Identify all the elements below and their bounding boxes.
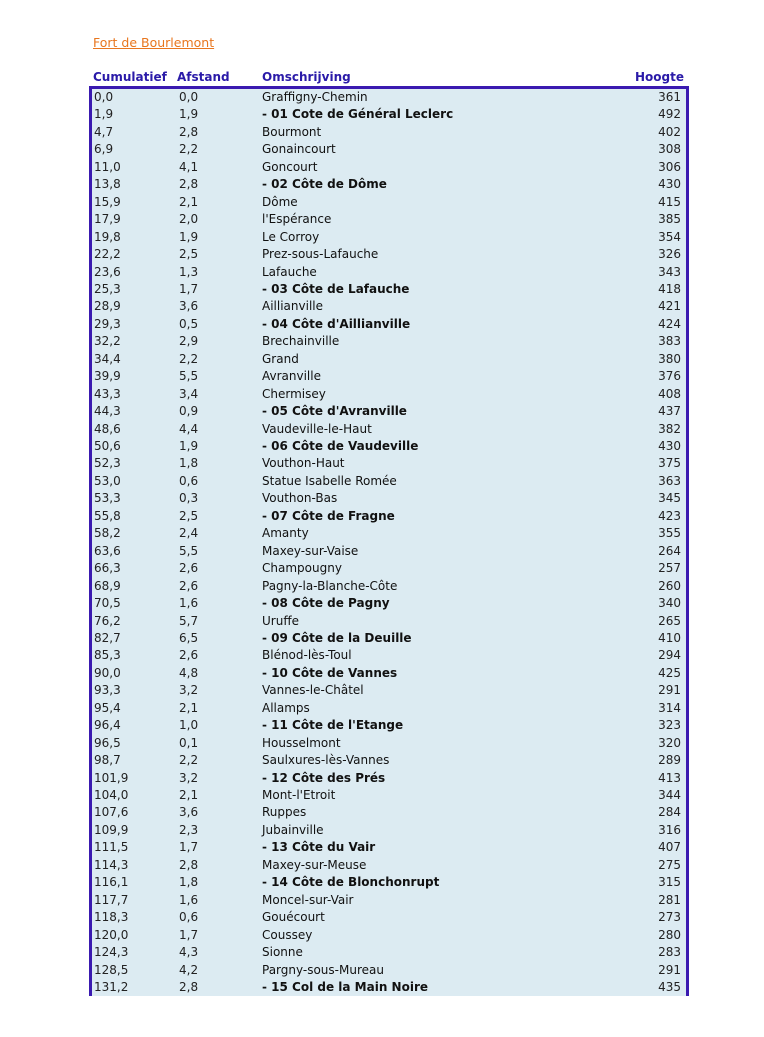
segment-distance: 0,1 [179, 735, 199, 750]
elevation: 435 [658, 979, 681, 994]
segment-distance: 1,6 [179, 596, 199, 611]
table-row [92, 700, 686, 718]
segment-distance: 2,2 [179, 351, 199, 366]
description: Aillianville [262, 299, 323, 314]
description: Pargny-sous-Mureau [262, 962, 384, 977]
segment-distance: 1,8 [179, 875, 199, 890]
description: - 11 Côte de l'Etange [262, 718, 404, 733]
cumulative-distance: 23,6 [94, 264, 121, 279]
cumulative-distance: 117,7 [94, 892, 129, 907]
segment-distance: 1,3 [179, 264, 199, 279]
segment-distance: 1,7 [179, 840, 199, 855]
description: l'Espérance [262, 212, 332, 227]
description: Blénod-lès-Toul [262, 648, 352, 663]
table-row [92, 333, 686, 351]
cumulative-distance: 96,4 [94, 718, 121, 733]
segment-distance: 4,1 [179, 159, 199, 174]
table-row [92, 630, 686, 648]
description: Uruffe [262, 613, 299, 628]
description: Ruppes [262, 805, 307, 820]
elevation: 345 [658, 491, 681, 506]
cumulative-distance: 29,3 [94, 316, 121, 331]
segment-distance: 2,6 [179, 648, 199, 663]
table-row [92, 298, 686, 316]
elevation: 355 [658, 526, 681, 541]
table-row [92, 316, 686, 334]
segment-distance: 1,8 [179, 456, 199, 471]
segment-distance: 2,8 [179, 979, 199, 994]
table-row [92, 909, 686, 927]
table-row [92, 560, 686, 578]
table-row [92, 665, 686, 683]
segment-distance: 3,6 [179, 299, 199, 314]
table-row [92, 543, 686, 561]
fort-de-bourlemont-link[interactable]: Fort de Bourlemont [93, 35, 215, 50]
table-row [92, 89, 686, 107]
table-row [92, 578, 686, 596]
elevation: 376 [658, 369, 681, 384]
segment-distance: 3,4 [179, 386, 199, 401]
cumulative-distance: 0,0 [94, 90, 114, 104]
elevation: 382 [658, 421, 681, 436]
segment-distance: 6,5 [179, 630, 199, 645]
cumulative-distance: 52,3 [94, 456, 121, 471]
header-afstand: Afstand [177, 70, 230, 84]
description: - 07 Côte de Fragne [262, 508, 395, 523]
elevation: 294 [658, 648, 681, 663]
table-row [92, 473, 686, 491]
segment-distance: 0,3 [179, 491, 199, 506]
elevation: 421 [658, 299, 681, 314]
segment-distance: 1,9 [179, 229, 199, 244]
cumulative-distance: 131,2 [94, 979, 129, 994]
description: - 05 Côte d'Avranville [262, 404, 407, 419]
segment-distance: 2,8 [179, 124, 199, 139]
segment-distance: 1,9 [179, 107, 199, 122]
cumulative-distance: 39,9 [94, 369, 121, 384]
cumulative-distance: 25,3 [94, 281, 121, 296]
segment-distance: 2,0 [179, 212, 199, 227]
description: Maxey-sur-Meuse [262, 857, 367, 872]
segment-distance: 4,4 [179, 421, 199, 436]
description: - 06 Côte de Vaudeville [262, 439, 419, 453]
table-row [92, 106, 686, 124]
elevation: 291 [658, 683, 681, 698]
table-row [92, 264, 686, 282]
description: Coussey [262, 927, 313, 942]
description: Gonaincourt [262, 142, 336, 157]
table-row [92, 455, 686, 473]
cumulative-distance: 34,4 [94, 351, 121, 366]
description: - 09 Côte de la Deuille [262, 630, 412, 645]
elevation: 323 [658, 718, 681, 733]
cumulative-distance: 68,9 [94, 578, 121, 593]
description: Statue Isabelle Romée [262, 473, 397, 488]
description: Amanty [262, 526, 309, 541]
elevation: 316 [658, 822, 681, 837]
elevation: 320 [658, 735, 681, 750]
cumulative-distance: 50,6 [94, 439, 121, 453]
cumulative-distance: 111,5 [94, 840, 129, 855]
elevation: 375 [658, 456, 681, 471]
elevation: 273 [658, 910, 681, 925]
cumulative-distance: 6,9 [94, 142, 114, 157]
description: - 03 Côte de Lafauche [262, 281, 410, 296]
table-row [92, 822, 686, 840]
description: Maxey-sur-Vaise [262, 543, 359, 558]
table-row [92, 839, 686, 857]
cumulative-distance: 90,0 [94, 665, 121, 680]
description: Dôme [262, 194, 298, 209]
cumulative-distance: 82,7 [94, 630, 121, 645]
cumulative-distance: 109,9 [94, 822, 129, 837]
cumulative-distance: 48,6 [94, 421, 121, 436]
table-row [92, 944, 686, 962]
segment-distance: 2,2 [179, 753, 199, 768]
table-row [92, 194, 686, 212]
elevation: 306 [658, 159, 681, 174]
elevation: 326 [658, 247, 681, 262]
elevation: 492 [658, 107, 681, 122]
table-row [92, 804, 686, 822]
description: - 04 Côte d'Aillianville [262, 316, 411, 331]
segment-distance: 4,8 [179, 665, 199, 680]
cumulative-distance: 128,5 [94, 962, 129, 977]
elevation: 343 [658, 264, 681, 279]
description: Jubainville [262, 822, 324, 837]
cumulative-distance: 98,7 [94, 753, 121, 768]
elevation: 407 [658, 840, 681, 855]
cumulative-distance: 96,5 [94, 735, 121, 750]
elevation: 315 [658, 875, 681, 890]
description: Goncourt [262, 159, 318, 174]
description: Gouécourt [262, 910, 325, 925]
description: Mont-l'Etroit [262, 788, 336, 802]
cumulative-distance: 1,9 [94, 107, 114, 122]
cumulative-distance: 85,3 [94, 648, 121, 663]
cumulative-distance: 11,0 [94, 159, 121, 174]
description: - 15 Col de la Main Noire [262, 979, 429, 994]
cumulative-distance: 53,0 [94, 473, 121, 488]
description: - 14 Côte de Blonchonrupt [262, 875, 440, 890]
cumulative-distance: 4,7 [94, 124, 114, 139]
elevation: 424 [658, 316, 681, 331]
table-row [92, 403, 686, 421]
description: - 13 Côte du Vair [262, 840, 376, 855]
table-row [92, 368, 686, 386]
table-row [92, 874, 686, 892]
segment-distance: 0,9 [179, 404, 199, 419]
elevation: 291 [658, 962, 681, 977]
elevation: 354 [658, 229, 681, 244]
table-row [92, 892, 686, 910]
cumulative-distance: 44,3 [94, 404, 121, 419]
elevation: 265 [658, 613, 681, 628]
segment-distance: 2,6 [179, 561, 199, 576]
table-row [92, 927, 686, 945]
segment-distance: 2,5 [179, 247, 199, 262]
cumulative-distance: 22,2 [94, 247, 121, 262]
elevation: 423 [658, 508, 681, 523]
segment-distance: 3,6 [179, 805, 199, 820]
elevation: 283 [658, 945, 681, 960]
table-row [92, 159, 686, 177]
description: Bourmont [262, 124, 322, 139]
elevation: 430 [658, 177, 681, 192]
elevation: 260 [658, 578, 681, 593]
elevation: 413 [658, 770, 681, 785]
table-row [92, 386, 686, 404]
description: Allamps [262, 700, 310, 715]
segment-distance: 2,1 [179, 788, 199, 802]
table-row [92, 438, 686, 456]
cumulative-distance: 70,5 [94, 596, 121, 611]
table-row [92, 281, 686, 299]
segment-distance: 2,9 [179, 334, 199, 349]
cumulative-distance: 19,8 [94, 229, 121, 244]
elevation: 289 [658, 753, 681, 768]
cumulative-distance: 76,2 [94, 613, 121, 628]
cumulative-distance: 66,3 [94, 561, 121, 576]
segment-distance: 2,4 [179, 526, 199, 541]
table-row [92, 351, 686, 369]
description: Saulxures-lès-Vannes [262, 753, 390, 768]
table-row [92, 246, 686, 264]
elevation: 344 [658, 788, 681, 802]
segment-distance: 0,5 [179, 316, 199, 331]
description: - 10 Côte de Vannes [262, 665, 398, 680]
table-row [92, 857, 686, 875]
segment-distance: 2,8 [179, 857, 199, 872]
elevation: 402 [658, 124, 681, 139]
cumulative-distance: 104,0 [94, 788, 129, 802]
cumulative-distance: 118,3 [94, 910, 129, 925]
elevation: 418 [658, 281, 681, 296]
elevation: 361 [658, 90, 681, 104]
table-row [92, 176, 686, 194]
segment-distance: 2,8 [179, 177, 199, 192]
elevation: 383 [658, 334, 681, 349]
segment-distance: 0,6 [179, 910, 199, 925]
segment-distance: 0,6 [179, 473, 199, 488]
elevation: 314 [658, 700, 681, 715]
table-row [92, 647, 686, 665]
cumulative-distance: 63,6 [94, 543, 121, 558]
cumulative-distance: 32,2 [94, 334, 121, 349]
elevation: 410 [658, 630, 681, 645]
segment-distance: 2,6 [179, 578, 199, 593]
elevation: 430 [658, 439, 681, 453]
segment-distance: 0,0 [179, 90, 199, 104]
elevation: 264 [658, 543, 681, 558]
description: Moncel-sur-Vair [262, 892, 354, 907]
description: - 08 Côte de Pagny [262, 596, 390, 611]
elevation: 284 [658, 805, 681, 820]
description: Grand [262, 351, 299, 366]
segment-distance: 5,5 [179, 543, 199, 558]
cumulative-distance: 93,3 [94, 683, 121, 698]
cumulative-distance: 53,3 [94, 491, 121, 506]
table-row [92, 229, 686, 247]
description: Vouthon-Haut [262, 456, 345, 471]
segment-distance: 1,7 [179, 927, 199, 942]
segment-distance: 1,7 [179, 281, 199, 296]
cumulative-distance: 17,9 [94, 212, 121, 227]
segment-distance: 4,3 [179, 945, 199, 960]
cumulative-distance: 114,3 [94, 857, 129, 872]
description: - 12 Côte des Prés [262, 770, 386, 785]
description: Prez-sous-Lafauche [262, 247, 379, 262]
description: Pagny-la-Blanche-Côte [262, 578, 398, 593]
header-cumulatief: Cumulatief [93, 70, 167, 84]
segment-distance: 1,9 [179, 439, 199, 453]
elevation: 363 [658, 473, 681, 488]
cumulative-distance: 116,1 [94, 875, 129, 890]
elevation: 437 [658, 404, 681, 419]
cumulative-distance: 95,4 [94, 700, 121, 715]
segment-distance: 4,2 [179, 962, 199, 977]
description: Graffigny-Chemin [262, 90, 368, 104]
description: Sionne [262, 945, 303, 960]
segment-distance: 5,5 [179, 369, 199, 384]
description: Le Corroy [262, 229, 320, 244]
header-hoogte: Hoogte [635, 70, 684, 84]
elevation: 415 [658, 194, 681, 209]
table-row [92, 787, 686, 805]
description: Housselmont [262, 735, 341, 750]
segment-distance: 1,6 [179, 892, 199, 907]
table-row [92, 490, 686, 508]
description: Vannes-le-Châtel [262, 683, 364, 698]
table-row [92, 613, 686, 631]
cumulative-distance: 107,6 [94, 805, 129, 820]
table-row [92, 979, 686, 997]
elevation: 380 [658, 351, 681, 366]
elevation: 281 [658, 892, 681, 907]
cumulative-distance: 55,8 [94, 508, 121, 523]
table-row [92, 141, 686, 159]
elevation: 385 [658, 212, 681, 227]
description: Avranville [262, 369, 321, 384]
table-row [92, 421, 686, 439]
description: Vaudeville-le-Haut [262, 421, 372, 436]
table-row [92, 770, 686, 788]
description: Brechainville [262, 334, 340, 349]
table-row [92, 211, 686, 229]
description: Champougny [262, 561, 342, 576]
elevation: 308 [658, 142, 681, 157]
elevation: 257 [658, 561, 681, 576]
segment-distance: 2,2 [179, 142, 199, 157]
segment-distance: 3,2 [179, 683, 199, 698]
cumulative-distance: 15,9 [94, 194, 121, 209]
table-row [92, 682, 686, 700]
cumulative-distance: 28,9 [94, 299, 121, 314]
elevation: 280 [658, 927, 681, 942]
segment-distance: 2,1 [179, 194, 199, 209]
elevation: 275 [658, 857, 681, 872]
segment-distance: 2,5 [179, 508, 199, 523]
cumulative-distance: 58,2 [94, 526, 121, 541]
table-row [92, 525, 686, 543]
segment-distance: 2,1 [179, 700, 199, 715]
header-omschrijving: Omschrijving [262, 70, 351, 84]
segment-distance: 2,3 [179, 822, 199, 837]
segment-distance: 1,0 [179, 718, 199, 733]
description: Chermisey [262, 386, 326, 401]
table-row [92, 124, 686, 142]
segment-distance: 5,7 [179, 613, 199, 628]
cumulative-distance: 101,9 [94, 770, 129, 785]
cumulative-distance: 124,3 [94, 945, 129, 960]
description: - 01 Cote de Général Leclerc [262, 107, 454, 122]
table-row [92, 752, 686, 770]
description: - 02 Côte de Dôme [262, 177, 387, 192]
table-row [92, 962, 686, 980]
table-row [92, 508, 686, 526]
table-row [92, 717, 686, 735]
description: Vouthon-Bas [262, 491, 338, 506]
cumulative-distance: 120,0 [94, 927, 129, 942]
elevation: 425 [658, 665, 681, 680]
description: Lafauche [262, 264, 317, 279]
elevation: 340 [658, 596, 681, 611]
segment-distance: 3,2 [179, 770, 199, 785]
cumulative-distance: 13,8 [94, 177, 121, 192]
cumulative-distance: 43,3 [94, 386, 121, 401]
route-table [89, 86, 689, 996]
elevation: 408 [658, 386, 681, 401]
table-row [92, 735, 686, 753]
table-row [92, 595, 686, 613]
